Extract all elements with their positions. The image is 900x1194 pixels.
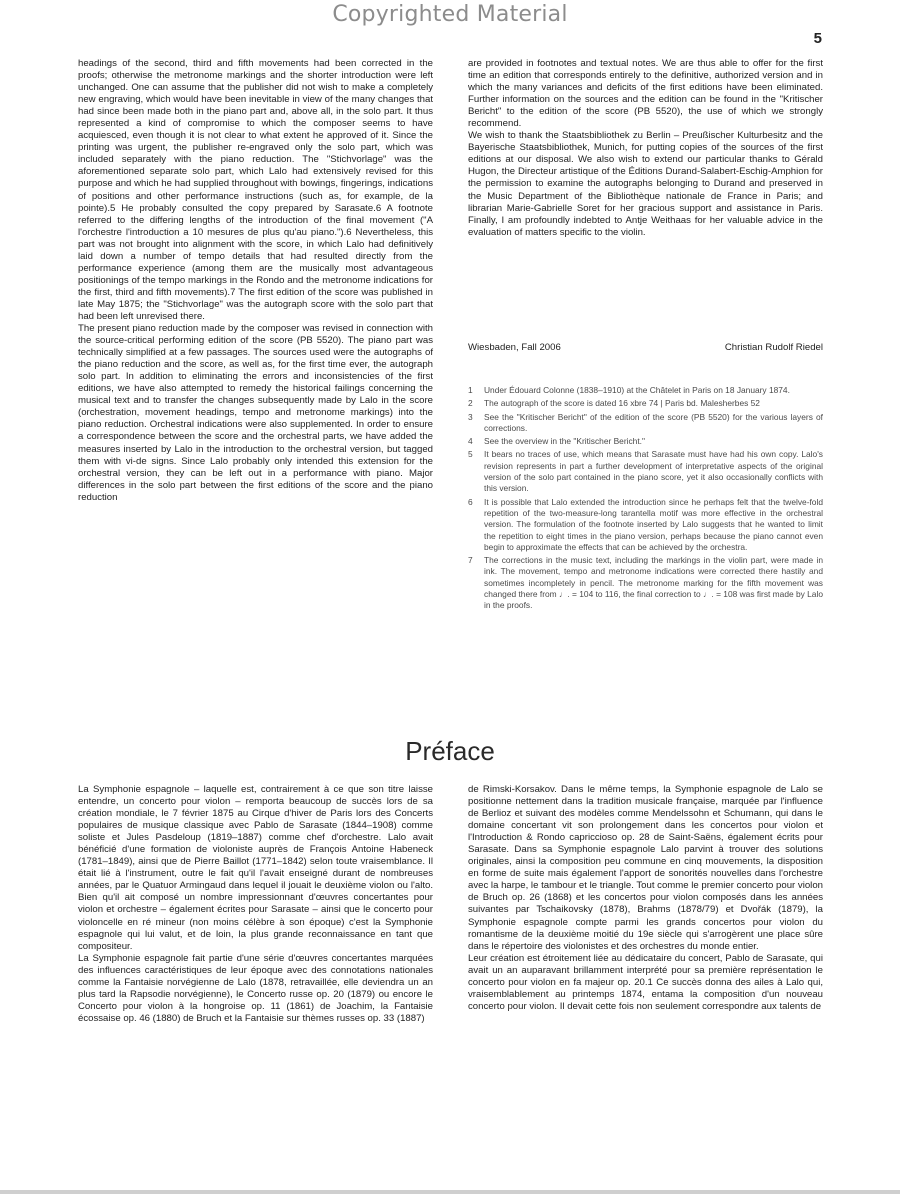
watermark: Copyrighted Material xyxy=(332,2,568,27)
footnote-text: See the "Kritischer Bericht" of the edition of the score (PB 5520) for the various layers of corrections. xyxy=(484,411,823,433)
footnotes xyxy=(468,385,823,614)
footnote xyxy=(468,412,823,435)
paragraph: La Symphonie espagnole fait partie d'une série d'œuvres concertantes marquées des influences caractéristiques de leur époque avec des connotations nationales comme la Fantaisie norvégienne de Lalo (1878, retravaillée, elle deviendra un an plus tard la Rapsodie norvégienne), le Concerto russe op. 20 (1879) ou encore le Concerto pour violon à la hongroise op. 11 (1861) de Joachim, la Fantaisie écossaise op. 46 (1880) de Bruch et la Fantaisie sur thèmes russes op. 33 (1887) xyxy=(78,952,433,1024)
footnote-number: 2 xyxy=(468,398,473,409)
paragraph: headings of the second, third and fifth movements had been corrected in the proofs; otherwise the metronome markings and the shorter introduction were left unchanged. One can assume that the publisher did not wish to make a completely new engraving, which would have been inevitable in view of the many changes that had since been made both in the piano part and, above all, in the solo part. It thus represented a kind of compromise to which the composer seems to have acquiesced, even though it is not clear to what extent he approved of it. Since the printing was urgent, the publisher re-engraved only the solo part, which was included separately with the piano reduction. The "Stichvorlage" was the aforementioned separate solo part, which Lalo had extensively revised for this purpose and which he had supplied throughout with bowings, fingerings, indications of positions and other performance instructions (such as, for example, de la pointe).5 He probably consulted the copy prepared by Sarasate.6 A footnote referred to the differing lengths of the introduction of the final movement ("A l'orchestre l'introduction a 10 mesures de plus qu'au piano.").6 Nevertheless, this part was not brought into alignment with the score, in which Lalo had definitively laid down a number of tempo details that had resulted directly from the performance experience (among them are the musically most advantageous positionings of the tempo markings in the Rondo and the metronome indications for the first, third and fifth movements).7 The first edition of the score was published in late May 1875; the "Stichvorlage" was the autograph score with the solo part that had been left unrevised there. xyxy=(78,58,433,322)
left-column-bottom xyxy=(78,784,433,1025)
section-heading: Préface xyxy=(405,736,495,766)
paragraph: We wish to thank the Staatsbibliothek zu Berlin – Preußischer Kulturbesitz and the Bayerische Staatsbibliothek, Munich, for putting copies of the sources of the first editions at our disposal. We also wish to extend our particular thanks to Gérald Hugon, the Directeur artistique of the Éditions Durand-Salabert-Eschig-Amphion for the permission to examine the autographs belonging to Durand and preserved in the Music Department of the Bibliothèque nationale de France in Paris; and librarian Marie-Gabrielle Soret for her gracious support and assistance in Paris. Finally, I am profoundly indebted to Antje Weithaas for her valuable advice in the evaluation of matters specific to the violin. xyxy=(468,130,823,238)
paragraph: La Symphonie espagnole – laquelle est, contrairement à ce que son titre laisse entendre, un concerto pour violon – remporta beaucoup de succès lors de sa création mondiale, le 7 février 1875 au Cirque d'hiver de Paris lors des Concerts populaires de musique classique avec Pablo de Sarasate (1844–1908) comme soliste et Jules Pasdeloup (1819–1887) comme chef d'orchestre. Lalo avait bénéficié d'une formation de violoniste auprès de François Antoine Habeneck (1781–1849), ainsi que de Pierre Baillot (1771–1842) selon toute vraisemblance. Il était lié à l'instrument, outre le fait qu'il l'avait enseigné durant de nombreuses années, par le Quatuor Armingaud dans lequel il jouait le deuxième violon ou l'alto. Bien qu'il ait composé un nombre impressionnant d'œuvres concertantes pour violon et orchestre – également écrites pour Sarasate – ainsi que le concerto pour violoncelle en ré mineur (non moins célèbre à son époque) c'est la Symphonie espagnole qui lui valut, et de loin, la plus grande reconnaissance en tant que compositeur. xyxy=(78,784,433,952)
footnote-number: 5 xyxy=(468,449,473,460)
paragraph: The present piano reduction made by the composer was revised in connection with the source-critical performing edition of the score (PB 5520). The piano part was technically simplified at a few passages. The sources used were the autographs of the piano reduction and the score, as well as, for the first time ever, the autograph solo part. In addition to eliminating the errors and inconsistencies of the first editions, we have also attempted to remedy the historical failings concerning the musical text and to transfer the changes subsequently made by Lalo in the score (orchestration, movement headings, tempo and metronome markings) into the piano reduction. Orchestral indications were also supplemented. In order to ensure a correspondence between the score and the orchestral parts, we have added the measures inserted by Lalo in the introduction to the orchestral version, but tagged them with vi-de signs. Since Lalo probably only intended this extension for the orchestral version, they can be left out in a performance with piano. Major differences in the solo part between the first editions of the score and the piano reduction xyxy=(78,323,433,503)
footnote-number: 1 xyxy=(468,385,473,395)
footnote-text: It is possible that Lalo extended the introduction since he perhaps felt that the twelve-fold repetition of the two-measure-long tarantella motif was more effective in the orchestral version. The formulation of the footnote inserted by Lalo suggests that he wanted to limit the repetition to eight times in the piano version, perhaps because the piano cannot even begin to approximate the effects that can be achieved by the orchestra. xyxy=(484,496,823,552)
page-bottom-edge xyxy=(0,1190,900,1194)
paragraph: Leur création est étroitement liée au dédicataire du concert, Pablo de Sarasate, qui avait un an auparavant brillamment interprété pour sa première représentation le concerto pour violon en fa majeur op. 20.1 Ce succès donna des ailes à Lalo qui, vraisemblablement au printemps 1874, entama la composition d'un nouveau concerto pour violon. Il devait cette fois non seulement correspondre aux talents de xyxy=(468,952,823,1012)
right-column-bottom xyxy=(468,784,823,1013)
right-column-top xyxy=(468,58,823,239)
footnote xyxy=(468,398,823,409)
page-number: 5 xyxy=(813,30,822,47)
signature-author: Christian Rudolf Riedel xyxy=(724,342,823,353)
footnote-number: 7 xyxy=(468,555,473,566)
footnote xyxy=(468,449,823,494)
paragraph: are provided in footnotes and textual notes. We are thus able to offer for the first time an edition that corresponds entirely to the definitive, authorized version and in which the many variances and deficits of the first editions have been eliminated. Further information on the sources and the edition can be found in the "Kritischer Bericht" to the edition of the score (PB 5520), the use of which we strongly recommend. xyxy=(468,58,823,130)
footnote-text: See the overview in the "Kritischer Bericht." xyxy=(484,436,645,447)
footnote-number: 3 xyxy=(468,411,473,422)
footnote-text: The autograph of the score is dated 16 xbre 74 | Paris bd. Malesherbes 52 xyxy=(484,398,760,409)
footnote-number: 4 xyxy=(468,436,473,447)
paragraph: de Rimski-Korsakov. Dans le même temps, la Symphonie espagnole de Lalo se positionne nettement dans la tradition musicale française, marquée par l'influence de Berlioz et suivant des modèles comme Mendelssohn et Schumann, qui dans le domaine concertant vit son prolongement dans les concertos pour violon et l'Introduction & Rondo capriccioso op. 28 de Saint-Saëns, également écrits pour Sarasate. Dans sa Symphonie espagnole Lalo parvint à trouver des solutions originales, ainsi la composition peu commune en cinq mouvements, la disposition en forme de suite mais également l'apport de sonorités nouvelles dans l'orchestre avec la harpe, le tambour et le triangle. Tout comme le premier concerto pour violon de Bruch op. 26 (1868) et les concertos pour violon composés dans les années suivantes par Tschaikovsky (1878), Brahms (1878/79) et Dvořák (1879), la Symphonie espagnole compte parmi les grands concertos pour violon du romantisme de la deuxième moitié du 19e siècle qui s'arrogèrent une place sûre dans le répertoire des violonistes et des orchestres du monde entier. xyxy=(468,784,823,952)
signature-place-date: Wiesbaden, Fall 2006 xyxy=(468,342,561,353)
footnote xyxy=(468,497,823,553)
footnote-number: 6 xyxy=(468,496,473,507)
footnote xyxy=(468,385,823,396)
footnote-text: It bears no traces of use, which means that Sarasate must have had his own copy. Lalo's revision represents in part a further development of interpretative aspects of the original version of the solo part contained in the piano score, yet it also occasionally conflicts with this version. xyxy=(484,449,823,494)
footnote-text: The corrections in the music text, including the markings in the violin part, were made in ink. The movement, tempo and metronome indications were corrected there hastily and sometimes incompletely in pencil. The metronome marking for the fifth movement was changed there from ♩. = 104 to 116, the final correction to ♩. = 108 was first made by Lalo in the proofs. xyxy=(484,555,823,611)
footnote-text: Under Édouard Colonne (1838–1910) at the Châtelet in Paris on 18 January 1874. xyxy=(484,385,790,395)
signature-line xyxy=(468,342,823,353)
left-column-top xyxy=(78,58,433,504)
footnote xyxy=(468,436,823,447)
footnote xyxy=(468,555,823,611)
